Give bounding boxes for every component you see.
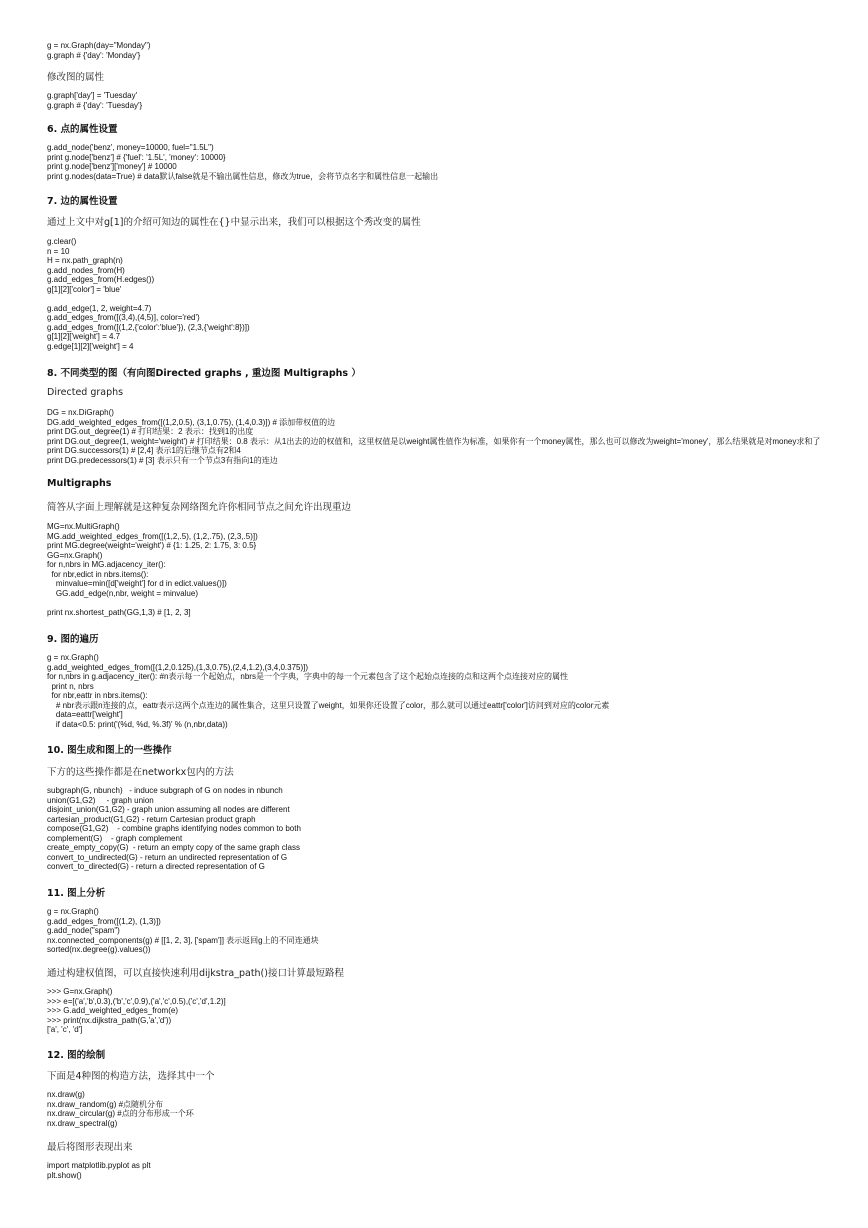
code-line: ['a', 'c', 'd'] bbox=[47, 1025, 83, 1034]
code-block bbox=[47, 653, 860, 729]
code-line: >>> e=[('a','b',0.3),('b','c',0.9),('a','c',0.5),('c','d',1.2)] bbox=[47, 996, 226, 1006]
code-line: print g.node['benz']['money'] # 10000 bbox=[47, 162, 177, 171]
code-line: g.add_weighted_edges_from([(1,2,0.125),(1,3,0.75),(2,4,1.2),(3,4,0.375)]) bbox=[47, 662, 309, 672]
code-line: >>> print(nx.dijkstra_path(G,'a','d')) bbox=[47, 1015, 172, 1025]
code-line: g = nx.Graph(day="Monday") bbox=[47, 41, 151, 50]
code-line: g.add_edges_from([(1,2,{'color':'blue'}), (2,3,{'weight':8})]) bbox=[47, 322, 250, 332]
code-line: print n, nbrs bbox=[47, 681, 94, 691]
paragraph-text: 下面是4种图的构造方法，选择其中一个 bbox=[47, 1071, 215, 1082]
code-line: DG.add_weighted_edges_from([(1,2,0.5), (3,1,0.75), (1,4,0.3)]) # 添加带权值的边 bbox=[47, 417, 336, 427]
code-line: print g.node['benz'] # {'fuel': '1.5L', 'money': 10000} bbox=[47, 152, 226, 162]
section-heading: 7. 边的属性设置 bbox=[47, 196, 118, 207]
paragraph-text: Directed graphs bbox=[47, 387, 124, 398]
code-line: g.graph # {'day': 'Monday'} bbox=[47, 50, 141, 60]
code-line: g.add_edges_from([(3,4),(4,5)], color='red') bbox=[47, 313, 200, 322]
code-line: print g.nodes(data=True) # data默认false就是不输出属性信息，修改为true，会将节点名字和属性信息一起输出 bbox=[47, 171, 439, 181]
section-heading: 6. 点的属性设置 bbox=[47, 124, 118, 135]
code-line: MG.add_weighted_edges_from([(1,2,.5), (1,2,.75), (2,3,.5)]) bbox=[47, 531, 258, 541]
section-heading: 12. 图的绘制 bbox=[47, 1050, 106, 1061]
code-line: for n,nbrs in g.adjacency_iter(): #n表示每一个起始点，nbrs是一个字典，字典中的每一个元素包含了这个起始点连接的点和这两个点连接对应的属性 bbox=[47, 672, 568, 681]
code-line: for nbr,edict in nbrs.items(): bbox=[47, 569, 149, 579]
code-line: DG = nx.DiGraph() bbox=[47, 408, 114, 417]
section-heading: 8. 不同类型的图（有向图Directed graphs , 重边图 Multigraphs ） bbox=[47, 368, 361, 379]
code-line: print DG.out_degree(1, weight='weight') # 打印结果：0.8 表示：从1出去的边的权值和，这里权值是以weight属性值作为标准，如果你有一个money属性，那么也可以修改为weight='money'，那么结果就是对money求和了 bbox=[47, 436, 821, 446]
code-line: g.add_edges_from(H.edges()) bbox=[47, 275, 155, 284]
code-line: if data<0.5: print('(%d, %d, %.3f)' % (n,nbr,data)) bbox=[47, 719, 228, 729]
code-block bbox=[47, 143, 860, 181]
code-line: g[1][2]['color'] = 'blue' bbox=[47, 284, 122, 294]
code-line: cartesian_product(G1,G2) - return Cartesian product graph bbox=[47, 814, 256, 824]
code-block bbox=[47, 786, 860, 872]
code-line: H = nx.path_graph(n) bbox=[47, 256, 123, 265]
section-heading: 9. 图的遍历 bbox=[47, 634, 99, 645]
code-line: plt.show() bbox=[47, 1170, 82, 1180]
code-line: nx.draw_spectral(g) bbox=[47, 1118, 118, 1128]
code-block bbox=[47, 237, 860, 351]
code-line: GG.add_edge(n,nbr, weight = minvalue) bbox=[47, 588, 198, 598]
code-block bbox=[47, 907, 860, 955]
code-block bbox=[47, 41, 860, 60]
code-line bbox=[47, 294, 860, 304]
code-line: g.add_node('benz', money=10000, fuel="1.5L") bbox=[47, 143, 214, 152]
code-block bbox=[47, 91, 860, 110]
code-line: convert_to_directed(G) - return a directed representation of G bbox=[47, 862, 265, 871]
paragraph-text: 修改图的属性 bbox=[47, 72, 105, 83]
code-line: g.graph # {'day': 'Tuesday'} bbox=[47, 100, 143, 110]
code-block bbox=[47, 1090, 860, 1128]
code-line: import matplotlib.pyplot as plt bbox=[47, 1161, 151, 1170]
paragraph-text: 通过上文中对g[1]的介绍可知边的属性在{}中显示出来，我们可以根据这个秀改变的属性 bbox=[47, 217, 421, 228]
code-line bbox=[47, 598, 860, 608]
code-line: for n,nbrs in MG.adjacency_iter(): bbox=[47, 560, 166, 569]
code-line: nx.draw(g) bbox=[47, 1090, 85, 1099]
code-line: print DG.successors(1) # [2,4] 表示1的后继节点有2和4 bbox=[47, 446, 241, 455]
code-line: nx.draw_random(g) #点随机分布 bbox=[47, 1099, 164, 1109]
code-line: n = 10 bbox=[47, 246, 70, 256]
paragraph-text: 下方的这些操作都是在networkx包内的方法 bbox=[47, 767, 234, 778]
code-line: complement(G) - graph complement bbox=[47, 833, 183, 843]
code-block bbox=[47, 408, 860, 465]
paragraph-text: 通过构建权值图，可以直接快速利用dijkstra_path()接口计算最短路程 bbox=[47, 968, 344, 979]
code-line: g.add_edges_from([(1,2), (1,3)]) bbox=[47, 916, 161, 926]
section-heading: Multigraphs bbox=[47, 478, 112, 489]
code-line: MG=nx.MultiGraph() bbox=[47, 522, 120, 531]
code-line: g.graph['day'] = 'Tuesday' bbox=[47, 91, 138, 100]
code-block bbox=[47, 987, 860, 1035]
section-heading: 11. 图上分析 bbox=[47, 888, 106, 899]
code-line: for nbr,eattr in nbrs.items(): bbox=[47, 691, 148, 700]
code-line: nx.draw_circular(g) #点的分布形成一个环 bbox=[47, 1109, 194, 1118]
code-line: data=eattr['weight'] bbox=[47, 710, 123, 719]
code-line: print DG.out_degree(1) # 打印结果：2 表示：找到1的出度 bbox=[47, 427, 254, 436]
section-heading: 10. 图生成和图上的一些操作 bbox=[47, 745, 172, 756]
code-line: g.add_node("spam") bbox=[47, 926, 120, 935]
code-line: nx.connected_components(g) # [[1, 2, 3], ['spam']] 表示返回g上的不同连通块 bbox=[47, 935, 319, 945]
code-line: minvalue=min([d['weight'] for d in edict.values()]) bbox=[47, 579, 227, 588]
paragraph-text: 简答从字面上理解就是这种复杂网络图允许你相同节点之间允许出现重边 bbox=[47, 502, 352, 513]
code-line: g.clear() bbox=[47, 237, 77, 246]
code-line: sorted(nx.degree(g).values()) bbox=[47, 945, 151, 954]
code-line: convert_to_undirected(G) - return an undirected representation of G bbox=[47, 852, 288, 862]
code-line: subgraph(G, nbunch) - induce subgraph of G on nodes in nbunch bbox=[47, 786, 283, 795]
code-line: g = nx.Graph() bbox=[47, 907, 99, 916]
code-line: >>> G=nx.Graph() bbox=[47, 987, 113, 996]
paragraph-text: 最后将图形表现出来 bbox=[47, 1142, 133, 1153]
code-line: g.add_nodes_from(H) bbox=[47, 265, 125, 275]
code-line: # nbr表示跟n连接的点，eattr表示这两个点连边的属性集合，这里只设置了weight，如果你还设置了color，那么就可以通过eattr['color']访问到对应的color元素 bbox=[47, 700, 610, 710]
code-block bbox=[47, 522, 860, 617]
code-line: g = nx.Graph() bbox=[47, 653, 99, 662]
code-line: g.edge[1][2]['weight'] = 4 bbox=[47, 341, 134, 351]
code-line: union(G1,G2) - graph union bbox=[47, 795, 154, 805]
code-line: print DG.predecessors(1) # [3] 表示只有一个节点3有指向1的连边 bbox=[47, 455, 278, 465]
code-line: >>> G.add_weighted_edges_from(e) bbox=[47, 1006, 178, 1015]
code-line: disjoint_union(G1,G2) - graph union assuming all nodes are different bbox=[47, 805, 290, 814]
code-block bbox=[47, 1161, 860, 1180]
code-line: print MG.degree(weight='weight') # {1: 1.25, 2: 1.75, 3: 0.5} bbox=[47, 541, 257, 550]
code-line: GG=nx.Graph() bbox=[47, 550, 103, 560]
code-line: g[1][2]['weight'] = 4.7 bbox=[47, 332, 121, 341]
code-line: g.add_edge(1, 2, weight=4.7) bbox=[47, 303, 152, 313]
code-line: print nx.shortest_path(GG,1,3) # [1, 2, 3] bbox=[47, 607, 191, 617]
code-line: create_empty_copy(G) - return an empty copy of the same graph class bbox=[47, 843, 301, 852]
code-line: compose(G1,G2) - combine graphs identifying nodes common to both bbox=[47, 824, 301, 833]
